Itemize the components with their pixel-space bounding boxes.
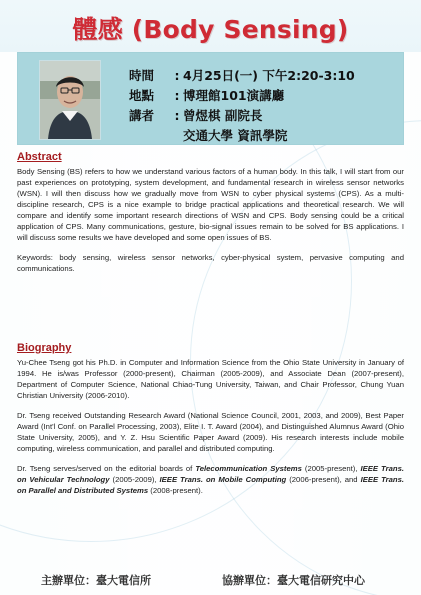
time-separator: : xyxy=(174,68,180,83)
speaker-photo-icon xyxy=(39,60,101,140)
journal-3: IEEE Trans. on Mobile Computing xyxy=(159,475,287,484)
abstract-paragraph-1: Body Sensing (BS) refers to how we understand various factors of a human body. In this talk, I will start from our past experiences on prototyping, system development, and fundamental research in wireless sensor networks (WSN). I will then discuss how we gradually move from WSN to cyber physical systems (CPS). As a multi-discipline research, CPS is a nice example to bridge practical applications and theoretical research. We will compare and identify some important research directions of WSN and CPS. Body sensing could be a critical application of CPS. Many communications, gesture, bio-signal issues remain to be solved for BS applications. I will discuss some results we have developed and some open issues of BS. xyxy=(17,167,404,242)
speaker-separator: : xyxy=(174,108,180,123)
abstract-section xyxy=(17,151,404,283)
time-line xyxy=(129,67,389,85)
speaker-affiliation-line xyxy=(129,127,389,145)
speaker-affiliation: 交通大學 資訊學院 xyxy=(183,128,288,143)
abstract-paragraph-2: Keywords: body sensing, wireless sensor networks, cyber-physical system, pervasive computing and communications. xyxy=(17,253,404,273)
bio-p3-middle-2: (2005-2009), xyxy=(109,475,160,484)
poster-title: 體感 (Body Sensing) xyxy=(72,15,349,44)
bio-p3-middle-3: (2006-present), and xyxy=(286,475,361,484)
speaker-value: 曾煜棋 副院長 xyxy=(183,108,263,123)
speaker-line xyxy=(129,107,389,125)
location-line xyxy=(129,87,389,105)
time-label: 時間 xyxy=(129,68,155,83)
footer xyxy=(0,570,421,588)
location-value: 博理館101演講廳 xyxy=(183,88,285,103)
event-info-box xyxy=(17,52,404,145)
speaker-label: 講者 xyxy=(129,108,155,123)
biography-paragraph-1: Yu-Chee Tseng got his Ph.D. in Computer and Information Science from the Ohio State University in January of 1994. He is/was Professor (2000-present), Chairman (2005-2009), and Associate Dean (2007-present), Department of Computer Science, National Chiao-Tung University, Taiwan, and Chair Professor, Chung Yuan Christian University (2006-2010). xyxy=(17,358,404,400)
location-label: 地點 xyxy=(129,88,155,103)
bio-p3-start: Dr. Tseng serves/served on the editorial boards of xyxy=(17,464,196,473)
biography-section xyxy=(17,342,404,505)
bio-p3-end: (2008-present). xyxy=(148,486,203,495)
location-separator: : xyxy=(174,88,180,103)
abstract-title: Abstract xyxy=(17,151,62,163)
event-details xyxy=(129,67,389,147)
biography-paragraph-3 xyxy=(17,463,404,496)
journal-4: IEEE Trans. on Parallel and Distributed Systems xyxy=(17,475,405,495)
biography-title: Biography xyxy=(17,342,72,354)
time-value: 4月25日(一) 下午2:20-3:10 xyxy=(183,68,355,83)
bio-p3-middle-1: (2005-present), xyxy=(301,464,361,473)
biography-paragraph-2: Dr. Tseng received Outstanding Research Award (National Science Council, 2001, 2003, and 2009), Best Paper Award (Int'l Conf. on Parallel Processing, 2003), Elite I. T. Award (2004), and Distinguished Alumnus Award (Ohio State University, 2005), and Y. Z. Hsu Scientific Paper Award (2009). His research interests include mobile computing, wireless communication, and parallel and distributed computing. xyxy=(17,411,404,453)
co-organizer: 協辦單位：臺大電信研究中心 xyxy=(222,574,365,587)
journal-1: Telecommunication Systems xyxy=(195,464,302,473)
journal-2: IEEE Trans. on Vehicular Technology xyxy=(17,464,404,484)
organizer: 主辦單位：臺大電信所 xyxy=(41,574,151,587)
